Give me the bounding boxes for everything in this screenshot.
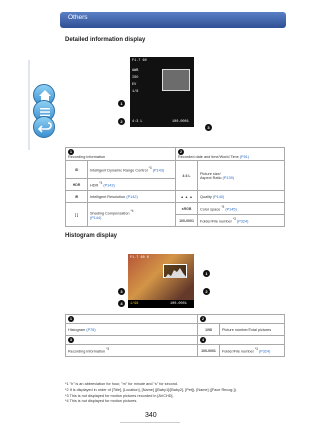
shot-top-left: F1.7 60 [132,59,147,63]
table-row: iD Intelligent Dynamic Range Control $^{*3}$ (P143) 4:3 L Picture size/ Aspect Ratio (P139) [66,161,285,179]
page-link[interactable]: (P142) [126,194,138,199]
histogram-screenshot [128,254,194,308]
sidebar [0,0,60,424]
page-link[interactable]: (P324) [236,219,249,224]
callout-2: 2 [118,118,125,125]
table-row: HDR HDR $^{*3}$ (P143) [66,179,285,191]
page-link[interactable]: (P144) [90,215,102,220]
histogram-info-table [65,314,285,357]
section-title-detail: Detailed information display [65,37,146,43]
table-row: [ ] Shading Compensation $^{*4}$ (P144) sRGB Color space $^{*3}$ (P145) [66,203,285,215]
page-link[interactable]: (P143) [103,183,115,188]
detail-screenshot [130,57,194,127]
callout-3: 3 [205,124,212,131]
footnote: *4 This is not displayed for motion pictures. [65,399,138,404]
table-row: iR Intelligent Resolution (P142) ▲ ▲ ▲ Quality (P140) [66,191,285,203]
page-link[interactable]: (P145) [225,207,237,212]
page-link[interactable]: (P139) [222,175,234,180]
header-bar [60,12,286,28]
page-link[interactable]: (P324) [258,349,271,354]
footnotes [65,382,290,405]
table-header-cell: 3 [66,336,198,345]
callout-3: 3 [118,288,125,295]
detail-info-table [65,147,285,227]
sidebar-divider [28,60,30,150]
page-link[interactable]: (P140) [212,194,225,199]
table-header-cell: 1 Recording information [66,148,176,161]
table-header-cell: 1 [66,315,198,324]
shot-line: EV [132,83,137,87]
table-header-cell: 4 [197,336,284,345]
page-link[interactable]: (P78) [86,327,96,332]
shot-line: 1/8 [132,90,139,94]
callout-4: 4 [118,300,125,307]
histogram-graph [163,264,187,278]
page-number: 340 [145,412,157,419]
table-header-cell: 2 Recorded date and time/World Time (P51) [176,148,285,161]
shot-line: AWB [132,69,139,73]
shot-top: F1.7 60 0 [130,256,149,260]
page-link[interactable]: (P143) [152,168,165,173]
callout-1: 1 [203,270,210,277]
page-number-underline [120,422,180,423]
header-title: Others [68,14,88,21]
footnote: *3 This is not displayed for motion pictures recorded in [AVCHD]. [65,393,174,398]
thumbnail-image [162,69,190,91]
table-row: Histogram (P78) 1/98 Picture number/Total pictures [66,324,285,336]
callout-1: 1 [118,100,125,107]
table-row: Recording information $^{*3}$ 100-0001 Folder/File number $^{*3}$ (P324) [66,345,285,357]
footnote: *1 "h" is an abbreviation for hour, "m" for minute and "s" for second. [65,382,178,386]
page-link[interactable]: (P51) [239,155,250,159]
shot-bottom-left: 1/98 [130,302,139,306]
shot-bottom: 100-0001 [172,120,189,124]
shot-line: ISO [132,76,139,80]
table-header-cell: 2 [197,315,284,324]
shot-size: 4:3 L [132,120,143,124]
footnote: *2 It is displayed in order of [Title], [Location], [Name] ([Baby1]/[Baby2], [Pet]), [Name] ([Face Recog.]). [65,387,237,392]
shot-bottom-right: 100-0001 [170,302,187,306]
table-row: 100-0001 Folder/File number $^{*3}$ (P324) [66,215,285,227]
section-title-histogram: Histogram display [65,233,118,239]
callout-2: 2 [203,288,210,295]
back-icon[interactable] [33,116,55,138]
